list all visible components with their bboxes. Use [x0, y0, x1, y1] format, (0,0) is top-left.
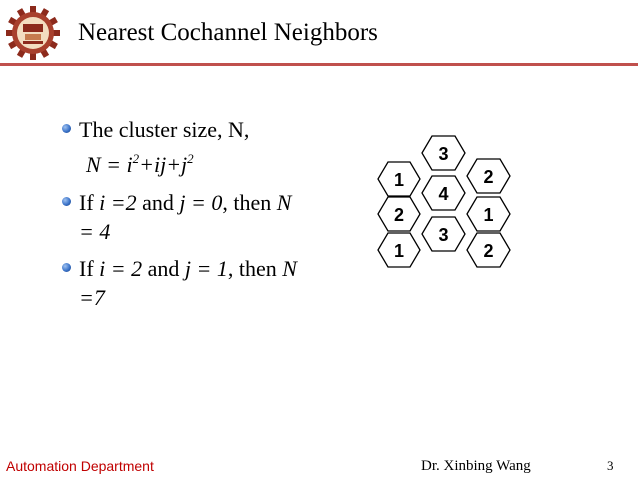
hex-cell — [422, 217, 465, 251]
university-logo-icon — [6, 6, 60, 60]
example-2-if: If — [79, 256, 100, 281]
example-2-then: , then — [227, 256, 283, 281]
example-1-then: , then — [222, 190, 277, 215]
hex-cell-label: 2 — [483, 167, 494, 187]
example-2-and: and — [142, 256, 185, 281]
example-1-j-value: j = 0 — [179, 190, 223, 215]
hex-cell — [422, 136, 465, 170]
bullet-2-icon — [62, 197, 71, 206]
hex-cell-label: 1 — [393, 241, 405, 261]
bullet-cluster-size-text: The cluster size, N, — [79, 117, 250, 142]
example-1-i-value: i =2 — [99, 190, 137, 215]
hex-cell-label: 3 — [438, 225, 449, 245]
hex-cell-label: 1 — [393, 170, 405, 190]
example-1-and: and — [136, 190, 180, 215]
bullet-example-2 — [79, 256, 297, 282]
page-number: 3 — [607, 458, 614, 473]
hex-cell-label: 2 — [393, 205, 405, 225]
hex-cell — [378, 233, 420, 267]
slide-title: Nearest Cochannel Neighbors — [78, 19, 378, 46]
example-2-j-value: j = 1 — [184, 256, 228, 281]
example-1-n: N — [276, 190, 292, 215]
formula-mid: +ij+j — [139, 152, 188, 177]
hex-cell — [467, 197, 510, 231]
example-1-if: If — [79, 190, 100, 215]
example-1-result: = 4 — [79, 219, 111, 244]
hex-cell-label: 3 — [438, 144, 449, 164]
cluster-size-formula — [86, 152, 194, 178]
bullet-3-icon — [62, 263, 71, 272]
hex-cell-label: 1 — [483, 205, 494, 225]
example-2-i-value: i = 2 — [99, 256, 143, 281]
hex-cell — [378, 162, 420, 196]
hex-cell — [467, 233, 510, 267]
bullet-1-icon — [62, 124, 71, 133]
bullet-cluster-size — [79, 117, 249, 143]
formula-lhs: N = i — [86, 152, 133, 177]
formula-exp-j: 2 — [187, 150, 194, 166]
example-2-result: =7 — [79, 285, 105, 310]
hexagonal-cell-cluster — [360, 130, 530, 275]
hex-cell — [422, 176, 465, 210]
example-2-n: N — [282, 256, 297, 281]
formula-exp-i: 2 — [132, 150, 140, 166]
footer-department: Automation Department — [6, 458, 154, 474]
hex-cell — [467, 159, 510, 193]
hex-cell — [378, 197, 420, 231]
title-divider — [0, 63, 638, 66]
hex-cell-label: 2 — [483, 241, 494, 261]
hex-cell-label: 4 — [438, 184, 449, 204]
footer-author: Dr. Xinbing Wang — [421, 458, 531, 474]
bullet-example-1 — [79, 190, 291, 216]
